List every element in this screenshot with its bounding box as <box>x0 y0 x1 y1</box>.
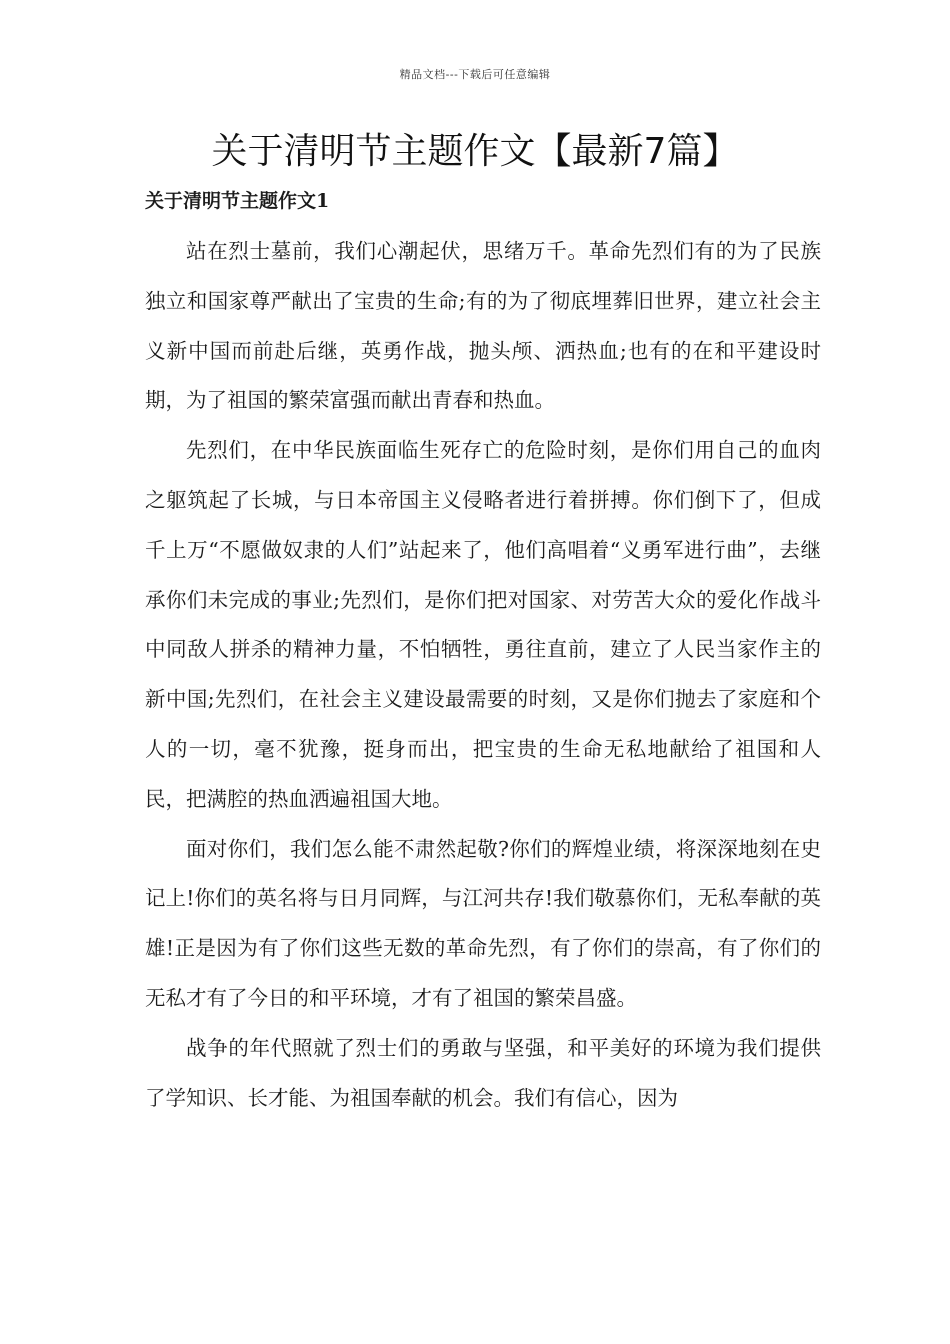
paragraph-1: 站在烈士墓前，我们心潮起伏，思绪万千。革命先烈们有的为了民族独立和国家尊严献出了宝贵的生命;有的为了彻底埋葬旧世界，建立社会主义新中国而前赴后继，英勇作战，抛头颅、洒热血;也有的在和平建设时期，为了祖国的繁荣富强而献出青春和热血。 <box>145 239 821 413</box>
document-title: 关于清明节主题作文【最新7篇】 <box>211 131 739 172</box>
body-text <box>145 227 821 1123</box>
header-note: 精品文档---下载后可任意编辑 <box>399 68 551 81</box>
paragraph-4: 战争的年代照就了烈士们的勇敢与坚强，和平美好的环境为我们提供了学知识、长才能、为祖国奉献的机会。我们有信心，因为 <box>145 1035 821 1110</box>
paragraph-3: 面对你们，我们怎么能不肃然起敬?你们的辉煌业绩，将深深地刻在史记上!你们的英名将与日月同辉，与江河共存!我们敬慕你们，无私奉献的英雄!正是因为有了你们这些无数的革命先烈，有了你们的崇高，有了你们的无私才有了今日的和平环境，才有了祖国的繁荣昌盛。 <box>145 836 821 1010</box>
paragraph-2: 先烈们，在中华民族面临生死存亡的危险时刻，是你们用自己的血肉之躯筑起了长城，与日本帝国主义侵略者进行着拼搏。你们倒下了，但成千上万“不愿做奴隶的人们”站起来了，他们高唱着“义勇军进行曲”，去继承你们未完成的事业;先烈们，是你们把对国家、对劳苦大众的爱化作战斗中同敌人拼杀的精神力量，不怕牺牲，勇往直前，建立了人民当家作主的新中国;先烈们，在社会主义建设最需要的时刻，又是你们抛去了家庭和个人的一切，毫不犹豫，挺身而出，把宝贵的生命无私地献给了祖国和人民，把满腔的热血洒遍祖国大地。 <box>145 438 821 811</box>
section-heading: 关于清明节主题作文1 <box>145 190 330 212</box>
